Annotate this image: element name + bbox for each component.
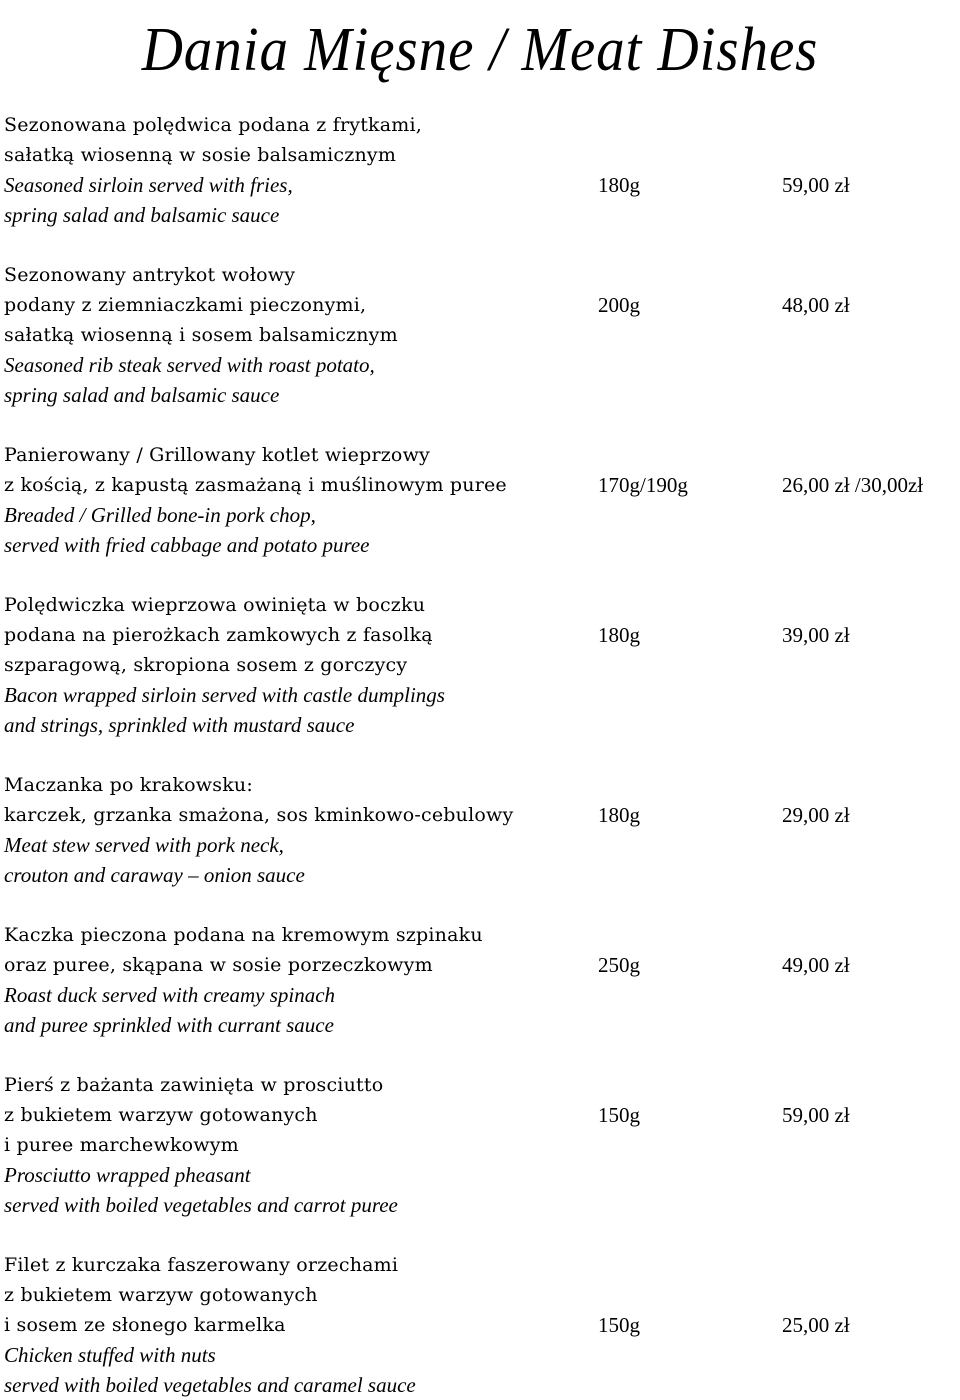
dish-weight: 170g/190g — [598, 473, 688, 497]
menu-item — [0, 920, 960, 1040]
dish-name-polish: Panierowany / Grillowany kotlet wieprzowy — [4, 444, 430, 466]
dish-name-english: and strings, sprinkled with mustard sauce — [4, 713, 355, 737]
dish-name-polish: Kaczka pieczona podana na kremowym szpinaku — [4, 924, 483, 946]
dish-name-polish: Filet z kurczaka faszerowany orzechami — [4, 1254, 399, 1276]
dish-name-english: Roast duck served with creamy spinach — [4, 983, 336, 1007]
dish-weight: 150g — [598, 1103, 640, 1127]
dish-name-english: Meat stew served with pork neck, — [4, 833, 284, 857]
dish-weight: 250g — [598, 953, 640, 977]
dish-price: 26,00 zł /30,00zł — [782, 473, 924, 497]
dish-name-polish: oraz puree, skąpana w sosie porzeczkowym — [4, 954, 433, 976]
dish-weight: 180g — [598, 623, 640, 647]
dish-name-polish: Pierś z bażanta zawinięta w prosciutto — [4, 1074, 384, 1096]
dish-name-english: Chicken stuffed with nuts — [4, 1343, 216, 1367]
dish-price: 49,00 zł — [782, 953, 850, 977]
dish-name-polish: z bukietem warzyw gotowanych — [4, 1284, 318, 1306]
menu-title: Dania Mięsne / Meat Dishes — [141, 16, 819, 84]
dish-name-polish: Maczanka po krakowsku: — [4, 774, 253, 796]
dish-name-polish: i sosem ze słonego karmelka — [4, 1314, 286, 1336]
dish-weight: 180g — [598, 173, 640, 197]
dish-name-english: served with boiled vegetables and caramel sauce — [4, 1373, 416, 1397]
dish-name-polish: Polędwiczka wieprzowa owinięta w boczku — [4, 594, 426, 616]
dish-name-polish: z kością, z kapustą zasmażaną i muślinowym puree — [4, 474, 507, 496]
dish-name-english: served with boiled vegetables and carrot puree — [4, 1193, 398, 1217]
dish-price: 29,00 zł — [782, 803, 850, 827]
dish-name-english: Bacon wrapped sirloin served with castle dumplings — [4, 683, 445, 707]
dish-name-polish: i puree marchewkowym — [4, 1134, 239, 1156]
dish-name-english: Breaded / Grilled bone-in pork chop, — [4, 503, 316, 527]
dish-name-english: spring salad and balsamic sauce — [4, 203, 280, 227]
dish-name-polish: Sezonowana polędwica podana z frytkami, — [4, 114, 423, 136]
dish-name-polish: Sezonowany antrykot wołowy — [4, 264, 296, 286]
dish-weight: 180g — [598, 803, 640, 827]
dish-name-english: Prosciutto wrapped pheasant — [4, 1163, 251, 1187]
dish-weight: 200g — [598, 293, 640, 317]
menu-item — [0, 110, 960, 230]
dish-name-english: and puree sprinkled with currant sauce — [4, 1013, 334, 1037]
dish-name-polish: sałatką wiosenną w sosie balsamicznym — [4, 144, 397, 166]
dish-name-english: served with fried cabbage and potato puree — [4, 533, 370, 557]
menu-item — [0, 1070, 960, 1220]
dish-name-polish: z bukietem warzyw gotowanych — [4, 1104, 318, 1126]
dish-price: 59,00 zł — [782, 1103, 850, 1127]
menu-item — [0, 770, 960, 890]
dish-name-english: Seasoned rib steak served with roast potato, — [4, 353, 375, 377]
dish-name-polish: karczek, grzanka smażona, sos kminkowo-cebulowy — [4, 804, 514, 826]
dish-price: 25,00 zł — [782, 1313, 850, 1337]
dish-name-polish: szparagową, skropiona sosem z gorczycy — [4, 654, 408, 676]
dish-name-english: crouton and caraway – onion sauce — [4, 863, 305, 887]
dish-price: 59,00 zł — [782, 173, 850, 197]
dish-price: 48,00 zł — [782, 293, 850, 317]
dish-name-polish: podana na pierożkach zamkowych z fasolką — [4, 624, 433, 646]
dish-name-polish: podany z ziemniaczkami pieczonymi, — [4, 294, 367, 316]
dish-name-polish: sałatką wiosenną i sosem balsamicznym — [4, 324, 398, 346]
menu-item — [0, 260, 960, 410]
menu-item — [0, 1250, 960, 1400]
dish-weight: 150g — [598, 1313, 640, 1337]
dish-price: 39,00 zł — [782, 623, 850, 647]
dish-name-english: spring salad and balsamic sauce — [4, 383, 280, 407]
dish-name-english: Seasoned sirloin served with fries, — [4, 173, 293, 197]
menu-item — [0, 440, 960, 560]
menu-item — [0, 590, 960, 740]
